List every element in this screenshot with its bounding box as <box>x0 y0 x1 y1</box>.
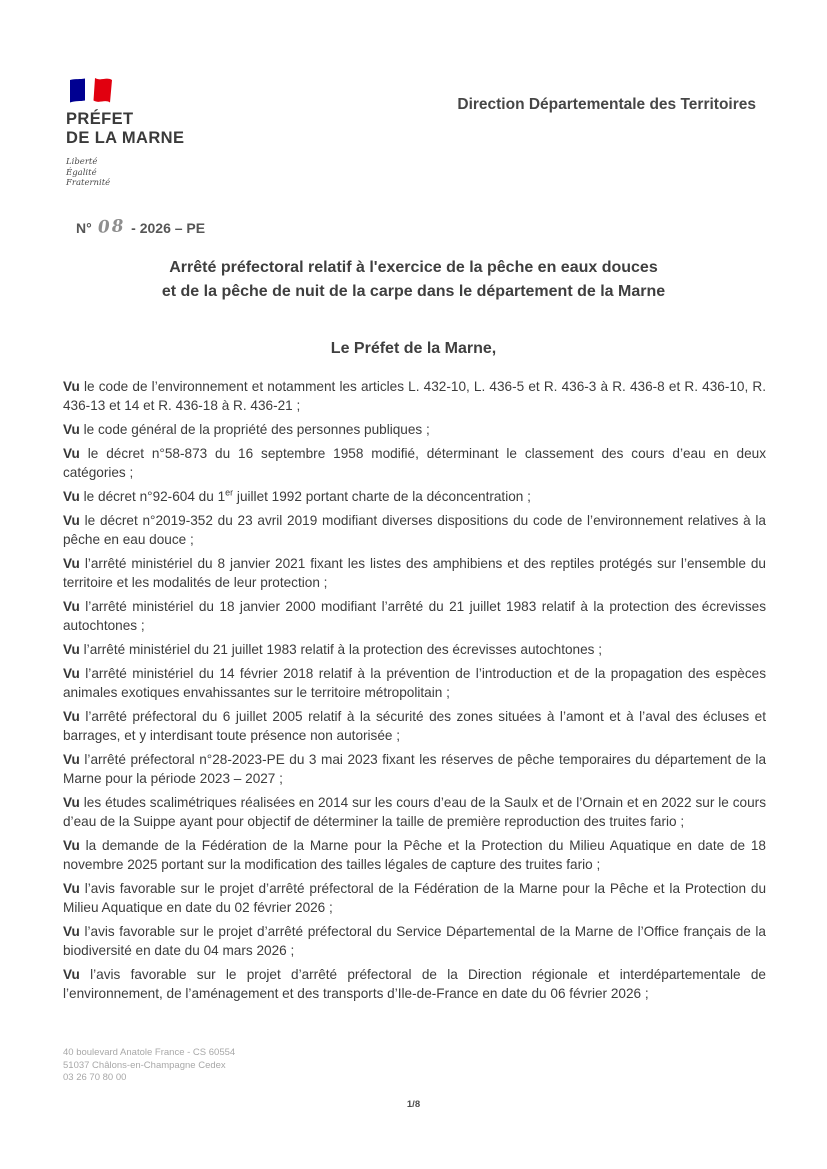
motto-line-fraternite: Fraternité <box>66 178 111 188</box>
handwritten-decree-number: 08 <box>97 216 126 238</box>
body-paragraphs <box>63 377 766 1008</box>
document-title <box>0 256 827 304</box>
footer-address-line-1: 40 boulevard Anatole France - CS 60554 <box>63 1047 236 1058</box>
reference-suffix: - 2026 – PE <box>131 220 206 236</box>
vu-paragraph: Vu l’arrêté ministériel du 8 janvier 2021 fixant les listes des amphibiens et des reptiles protégés sur l’ensemble du territoire et les modalités de leur protection ; <box>63 556 766 590</box>
footer-phone: 03 26 70 80 00 <box>63 1072 127 1083</box>
vu-paragraph: Vu l’avis favorable sur le projet d’arrêté préfectoral de la Fédération de la Marne pour la Pêche et la Protection du Milieu Aquatique en date du 02 février 2026 ; <box>63 881 766 915</box>
french-flag-icon <box>68 76 114 105</box>
direction-header: Direction Départementale des Territoires <box>457 96 756 113</box>
republic-motto <box>66 157 286 189</box>
document-title-line-2: et de la pêche de nuit de la carpe dans le département de la Marne <box>161 283 666 300</box>
vu-paragraph: Vu l’avis favorable sur le projet d’arrêté préfectoral du Service Départemental de la Marne de l’Office français de la biodiversité en date du 04 mars 2026 ; <box>63 924 766 958</box>
vu-paragraph: Vu le code de l’environnement et notamment les articles L. 432-10, L. 436-5 et R. 436-3 à R. 436-8 et R. 436-10, R. 436-13 et 14 et R. 436-18 à R. 436-21 ; <box>63 379 766 413</box>
salutation: Le Préfet de la Marne, <box>330 340 497 357</box>
decree-reference-number <box>76 218 205 238</box>
vu-paragraph: Vu l’arrêté ministériel du 14 février 2018 relatif à la prévention de l’introduction et de la propagation des espèces animales exotiques envahissantes sur le territoire métropolitain ; <box>63 666 766 700</box>
vu-paragraph: Vu la demande de la Fédération de la Marne pour la Pêche et la Protection du Milieu Aquatique en date de 18 novembre 2025 portant sur la modification des tailles légales de capture des truites fario ; <box>63 838 766 872</box>
reference-prefix: N° <box>76 220 92 236</box>
vu-paragraph: Vu l’arrêté préfectoral du 6 juillet 2005 relatif à la sécurité des zones situées à l’amont et à l’aval des écluses et barrages, et y interdisant toute présence non autorisée ; <box>63 709 766 743</box>
vu-paragraph: Vu l’avis favorable sur le projet d’arrêté préfectoral de la Direction régionale et interdépartementale de l’environnement, de l’aménagement et des transports d’Ile-de-France en date du 06 février 2026 ; <box>63 967 766 1001</box>
vu-paragraph: Vu le décret n°2019-352 du 23 avril 2019 modifiant diverses dispositions du code de l’environnement relatives à la pêche en eau douce ; <box>63 513 766 547</box>
motto-line-liberte: Liberté <box>66 157 98 167</box>
prefecture-logo-block <box>66 76 286 189</box>
vu-paragraph: Vu l’arrêté ministériel du 18 janvier 2000 modifiant l’arrêté du 21 juillet 1983 relatif à la protection des écrevisses autochtones ; <box>63 599 766 633</box>
document-title-line-1: Arrêté préfectoral relatif à l'exercice de la pêche en eaux douces <box>169 259 658 276</box>
footer-address <box>63 1047 235 1085</box>
vu-paragraph: Vu le décret n°58-873 du 16 septembre 1958 modifié, déterminant le classement des cours d’eau en deux catégories ; <box>63 446 766 480</box>
institution-name <box>66 110 286 148</box>
vu-paragraph: Vu l’arrêté préfectoral n°28-2023-PE du 3 mai 2023 fixant les réserves de pêche temporaires du département de la Marne pour la période 2023 – 2027 ; <box>63 752 766 786</box>
vu-paragraph: Vu le code général de la propriété des personnes publiques ; <box>63 422 430 437</box>
vu-paragraph: Vu l’arrêté ministériel du 21 juillet 1983 relatif à la protection des écrevisses autochtones ; <box>63 642 602 657</box>
footer-address-line-2: 51037 Châlons-en-Champagne Cedex <box>63 1059 226 1071</box>
institution-line-1: PRÉFET <box>66 110 134 128</box>
page-number: 1/8 <box>406 1099 421 1110</box>
vu-paragraph: Vu les études scalimétriques réalisées en 2014 sur les cours d’eau de la Saulx et de l’Ornain et en 2022 sur le cours d’eau de la Suippe ayant pour objectif de déterminer la taille de première reproduction des truites fario ; <box>63 795 766 829</box>
vu-paragraph: Vu le décret n°92-604 du 1er juillet 1992 portant charte de la déconcentration ; <box>63 487 531 504</box>
motto-line-egalite: Égalité <box>66 167 97 178</box>
institution-line-2: DE LA MARNE <box>66 129 185 147</box>
